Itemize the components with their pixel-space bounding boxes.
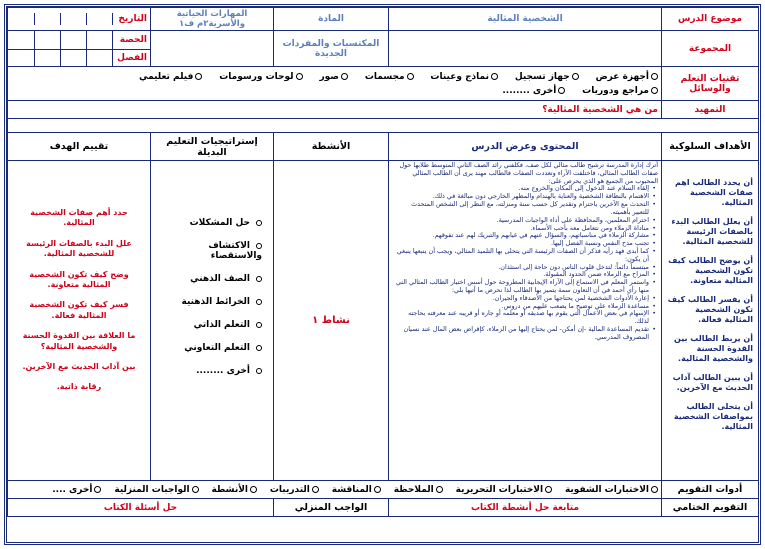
content-item: • مناداة الزملاء ومن نتعامل معه بأحب الأسماء. [394,225,656,233]
goal-item: أن يعلل الطالب البدء بالصفات الرئيسة للشخصية المثالية. [671,217,753,246]
content-item: • المزاح مع الزملاء ضمن الحدود المقبولة. [394,271,656,279]
group-value[interactable] [389,31,662,67]
radio-circle-icon [195,73,202,80]
lesson-topic-value: الشخصية المثالية [389,8,662,31]
assessment-label: أدوات التقويم [662,481,759,499]
strategy-option[interactable]: التعلم التعاوني [162,343,262,353]
radio-circle-icon [296,73,303,80]
tool-option[interactable]: أخرى ........ [502,86,565,96]
evaluation-item: ما العلاقة بين القدوة الحسنة والشخصية المثالية؟ [22,331,136,351]
radio-circle-icon [192,486,199,493]
strategy-option[interactable]: الاكتشاف والاستقصاء [208,241,262,261]
content-item: • واستمر المعلم في الاستماع إلى الآراء الإيجابية المطروحة حول أسس اختيار الطالب المثالي التي منها رأي أحمد في أن التعاون سمة يتميز بها الطالب لذا نحرص ما أتيها بلي: [394,279,656,295]
strategy-option[interactable]: أخرى ........ [162,366,262,376]
tool-option[interactable]: نماذج وعينات [430,72,498,82]
content-item: • مشاركة الزملاء في مناسباتهم، والسؤال عنهم في غيابهم والتبريك لهم عند تفوقهم. [394,232,656,240]
content-item: • الاهتمام بالنظافة الشخصية والعناية بالهندام والمظهر الخارجي دون مبالغة في ذلك. [394,193,656,201]
radio-circle-icon [374,486,381,493]
radio-circle-icon [558,87,565,94]
intro-label: التمهيد [662,101,759,119]
evaluation-item: علل البدء بالصفات الرئيسة للشخصية المثالية. [26,238,132,259]
class-label: الفصل [112,49,150,66]
content-intro: أترك إدارة المدرسة ترشيح طالب مثالي لكل صف، فكلفني رائد الصف الثاني المتوسط طلابها حول صفات الطالب المثالي، فاختلفت الآراء وتعددت الصفات فالطالب مهند يرى أن الطالب المثالي المحبوب من الجميع هو الذي يحرص على: [399,161,658,185]
goal-item: أن يفسر الطالب كيف تكون الشخصية المثالية فعالة. [667,295,753,324]
radio-circle-icon [256,276,262,282]
evaluation-cell [8,161,151,481]
goal-item: أن يوضح الطالب كيف تكون الشخصية المثالية متعاونة. [668,256,753,285]
radio-circle-icon [94,486,101,493]
content-item: • مساعدة الزملاء على توضيح ما يصعب عليهم من دروس. [394,303,656,311]
assessment-option[interactable]: الملاحظة [394,485,443,495]
intro-question: من هي الشخصية المثالية؟ [8,101,662,119]
assessment-option[interactable]: التدريبات [270,485,319,495]
content-item: • احترام المعلمين، والمحافظة على أداء الواجبات المدرسية. [394,217,656,225]
radio-circle-icon [572,73,579,80]
book-questions: حل أسئلة الكتاب [8,499,274,517]
radio-circle-icon [651,486,658,493]
date-cell [8,8,151,31]
strategy-option[interactable]: الصف الذهني [162,274,262,284]
group-label: المجموعة [662,31,759,67]
content-item: • كما أبدى فهد رأيه فذكر أن الصفات الرئيسة التي يتحلى بها التلميذ المثالي، ويجب أن يتبعها ينبغي أن يكون: [394,248,656,264]
tool-option[interactable]: مراجع ودوريات [582,86,658,96]
evaluation-item: رقابة ذاتية. [56,382,102,392]
tools-options [8,67,662,101]
evaluation-item: وضح كيف تكون الشخصية المثالية متعاونة. [29,269,129,289]
subject-label: المادة [274,8,389,31]
strategies-cell [151,161,274,481]
goals-cell [662,161,759,481]
content-item: • تجنب مدح النفس ونسبة الفضل إليها. [394,240,656,248]
assessment-option[interactable]: الواجبات المنزلية [114,485,198,495]
assessment-option[interactable]: الأنشطة [211,485,257,495]
period-label: الحصة [112,31,150,49]
lesson-plan-frame [4,4,761,545]
evaluation-header: تقييم الهدف [8,133,151,161]
content-item: • مبتسماً دائماً: لتدخل قلوب الناس دون حاجة إلى استئذان. [394,264,656,272]
radio-circle-icon [256,299,262,305]
tools-label: تقنيات التعلم والوسائل [662,67,759,101]
radio-circle-icon [256,368,262,374]
assessment-option[interactable]: الاختبارات التحريرية [456,485,552,495]
radio-circle-icon [256,243,262,249]
vocab-value[interactable] [151,31,274,67]
vocab-label: المكتسبات والمفردات الجديدة [274,31,389,67]
subject-value: المهارات الحياتية والأسرية٢م ف١ [151,8,274,31]
tool-option[interactable]: فيلم تعليمي [139,72,202,82]
homework-label: الواجب المنزلي [274,499,389,517]
assessment-option[interactable]: المناقشة [332,485,381,495]
radio-circle-icon [256,322,262,328]
radio-circle-icon [545,486,552,493]
radio-circle-icon [312,486,319,493]
tool-option[interactable]: مجسمات [365,72,414,82]
radio-circle-icon [407,73,414,80]
lesson-plan-table [7,7,759,517]
follow-up: متابعة حل أنشطة الكتاب [389,499,662,517]
radio-circle-icon [256,345,262,351]
tool-option[interactable]: لوحات ورسومات [219,72,302,82]
radio-circle-icon [651,73,658,80]
content-item: • إلقاء السلام عند الدخول إلى المكان والخروج منه. [394,185,656,193]
content-item: • إعارة الأدوات الشخصية لمن يحتاجها من الأصدقاء والجيران. [394,295,656,303]
goal-item: أن يتحلى الطالب بمواصفات الشخصية المثالية. [673,402,753,431]
content-item: • التحدث مع الآخرين باحترام وتقدير كل حسب سنة ومنزلته، مع النظر إلى الشخص المتحدث للتعبير بأهميته. [394,201,656,217]
evaluation-item: حدد أهم صفات الشخصية المثالية. [30,208,128,228]
lesson-topic-label: موضوع الدرس [662,8,759,31]
tool-option[interactable]: صور [319,72,348,82]
final-label: التقويم الختامي [662,499,759,517]
goal-item: أن يحدد الطالب اهم صفات الشخصية المثالية. [675,178,753,207]
content-item: • الإسهام في بعض الأعمال التي يقوم بها صديقه أو معلمه أو جاره أو قريبه عند معرفته بحاجته لذلك. [394,310,656,326]
tool-option[interactable]: أجهزة عرض [596,72,658,82]
content-cell [389,161,662,481]
content-item: • تقديم المساعدة المالية -إن أمكن- لمن يحتاج إليها من الزملاء، كإقراض بعض المال عند نسيان المصروف المدرسي. [394,326,656,342]
evaluation-item: بين آداب الحديث مع الآخرين. [22,361,136,371]
radio-circle-icon [256,220,262,226]
evaluation-item: فسر كيف تكون الشخصية المثالية فعالة. [29,300,129,320]
date-label: التاريخ [112,13,150,25]
assessment-options [8,481,662,499]
radio-circle-icon [341,73,348,80]
activity-cell: نشاط ١ [274,161,389,481]
activities-header: الأنشطة [274,133,389,161]
strategy-option[interactable]: الخرائط الذهنية [162,297,262,307]
assessment-option[interactable]: أخرى .... [52,485,101,495]
strategies-header: إستراتيجيات التعليم البديلة [151,133,274,161]
strategy-option[interactable]: التعلم الذاتي [162,320,262,330]
radio-circle-icon [651,87,658,94]
radio-circle-icon [250,486,257,493]
period-class-cell [8,31,151,67]
goal-item: أن يبين الطالب آداب الحديث مع الآخرين. [672,373,753,392]
assessment-option[interactable]: الاختبارات الشفوية [565,485,658,495]
goal-item: أن يربط الطالب بين القدوة الحسنة والشخصية المثالية. [674,334,753,363]
strategy-option[interactable]: حل المشكلات [162,218,262,228]
goals-header: الأهداف السلوكية [662,133,759,161]
radio-circle-icon [491,73,498,80]
content-header: المحتوى وعرض الدرس [389,133,662,161]
tool-option[interactable]: جهاز تسجيل [515,72,579,82]
radio-circle-icon [436,486,443,493]
